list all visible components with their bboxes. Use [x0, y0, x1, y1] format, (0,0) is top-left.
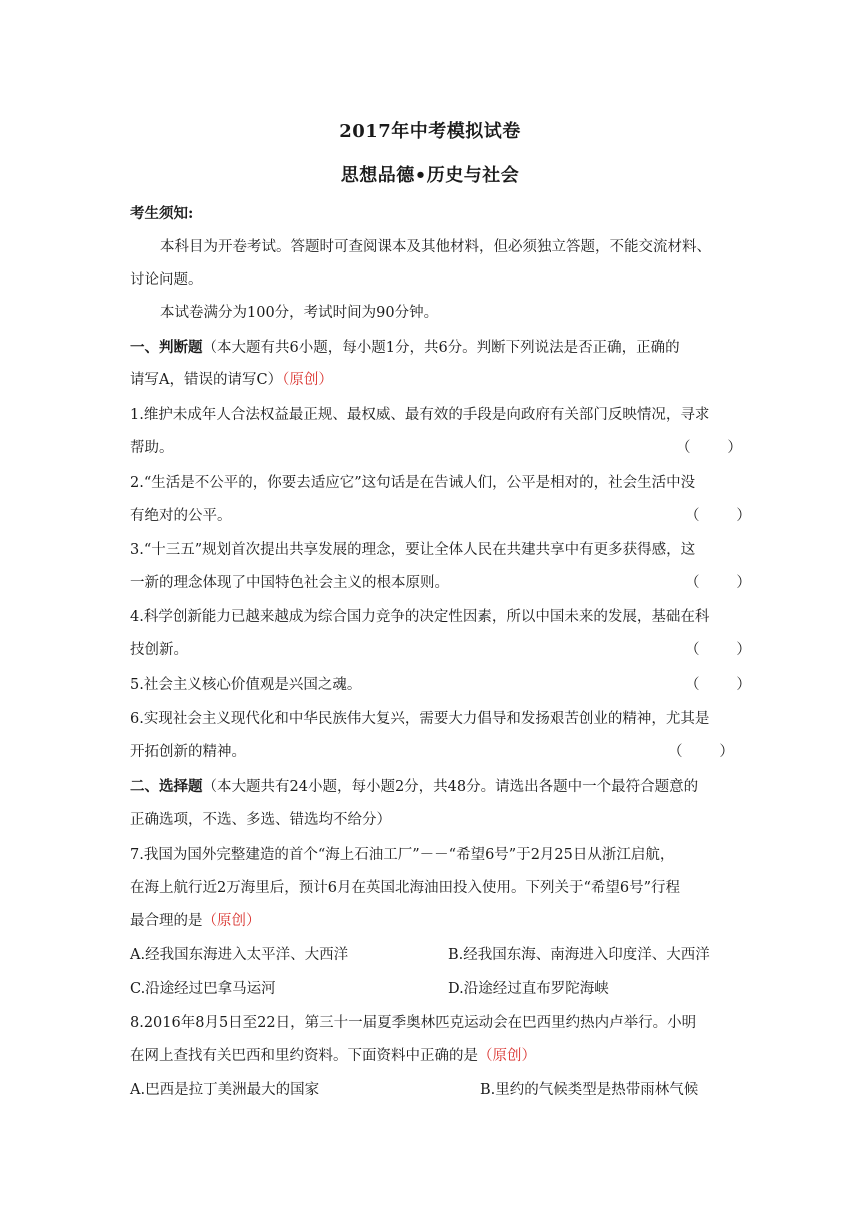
question-7-line3-text: 最合理的是	[130, 913, 203, 929]
section1-header	[130, 338, 735, 358]
section1-desc-cont-line	[130, 370, 735, 390]
question-3-line1: 3.“十三五”规划首次提出共享发展的理念，要让全体人民在共建共享中有更多获得感，这	[130, 542, 696, 558]
notice-heading: 考生须知:	[130, 205, 194, 222]
question-8-line1: 8.2016年8月5日至22日，第三十一届夏季奥林匹克运动会在巴西里约热内卢举行。小明	[130, 1015, 697, 1031]
answer-blank-2[interactable]: （ ）	[685, 508, 751, 524]
question-4-line1: 4.科学创新能力已越来越成为综合国力竞争的决定性因素，所以中国未来的发展，基础在科	[130, 609, 710, 625]
question-8-line2-text: 在网上查找有关巴西和里约资料。下面资料中正确的是	[130, 1048, 478, 1064]
notice-paragraph-1-cont: 讨论问题。	[130, 272, 203, 288]
section1-desc: （本大题有共6小题，每小题1分，共6分。判断下列说法是否正确，正确的	[202, 340, 680, 356]
original-tag: （原创）	[478, 1048, 536, 1064]
question-8-line2	[130, 1046, 735, 1066]
question-2-line2: 有绝对的公平。	[130, 508, 232, 524]
question-7-option-c[interactable]: C.沿途经过巴拿马运河	[130, 981, 276, 997]
question-8-option-a[interactable]: A.巴西是拉丁美洲最大的国家	[130, 1082, 320, 1098]
original-tag: （原创）	[202, 913, 261, 929]
section2-desc: （本大题共有24小题，每小题2分，共48分。请选出各题中一个最符合题意的	[202, 779, 699, 795]
notice-paragraph-2: 本试卷满分为100分，考试时间为90分钟。	[160, 305, 439, 321]
question-7-line2: 在海上航行近2万海里后，预计6月在英国北海油田投入使用。下列关于“希望6号”行程	[130, 880, 680, 896]
question-7-option-b[interactable]: B.经我国东海、南海进入印度洋、大西洋	[448, 947, 710, 963]
answer-blank-1[interactable]: （ ）	[676, 440, 742, 456]
exam-title: 2017年中考模拟试卷	[339, 121, 521, 142]
answer-blank-3[interactable]: （ ）	[685, 575, 751, 591]
section1-desc-cont: 请写A，错误的请写C）	[130, 372, 283, 388]
question-1-line1: 1.维护未成年人合法权益最正规、最权威、最有效的手段是向政府有关部门反映情况，寻求	[130, 407, 710, 423]
section2-header	[130, 777, 735, 797]
question-2-line1: 2.“生活是不公平的，你要去适应它”这句话是在告诫人们，公平是相对的，社会生活中没	[130, 475, 696, 491]
section2-heading: 二、选择题	[130, 778, 203, 795]
answer-blank-4[interactable]: （ ）	[685, 642, 751, 658]
question-4-line2: 技创新。	[130, 642, 188, 658]
question-6-line2: 开拓创新的精神。	[130, 744, 246, 760]
answer-blank-6[interactable]: （ ）	[668, 744, 734, 760]
section2-desc-cont: 正确选项，不选、多选、错选均不给分）	[130, 812, 391, 828]
question-7-option-d[interactable]: D.沿途经过直布罗陀海峡	[448, 981, 609, 997]
question-7-option-a[interactable]: A.经我国东海进入太平洋、大西洋	[130, 947, 349, 963]
question-7-line3	[130, 911, 735, 931]
exam-subject: 思想品德•历史与社会	[340, 165, 520, 186]
question-3-line2: 一新的理念体现了中国特色社会主义的根本原则。	[130, 575, 449, 591]
question-1-line2: 帮助。	[130, 440, 174, 456]
answer-blank-5[interactable]: （ ）	[685, 677, 751, 693]
question-6-line1: 6.实现社会主义现代化和中华民族伟大复兴，需要大力倡导和发扬艰苦创业的精神，尤其是	[130, 711, 710, 727]
original-tag: （原创）	[282, 372, 333, 388]
notice-paragraph-1: 本科目为开卷考试。答题时可查阅课本及其他材料，但必须独立答题，不能交流材料、	[160, 239, 711, 255]
question-5-line1: 5.社会主义核心价值观是兴国之魂。	[130, 677, 362, 693]
section1-heading: 一、判断题	[130, 339, 203, 356]
question-8-option-b[interactable]: B.里约的气候类型是热带雨林气候	[480, 1082, 699, 1098]
question-7-line1: 7.我国为国外完整建造的首个“海上石油工厂”－－“希望6号”于2月25日从浙江启航，	[130, 847, 675, 863]
